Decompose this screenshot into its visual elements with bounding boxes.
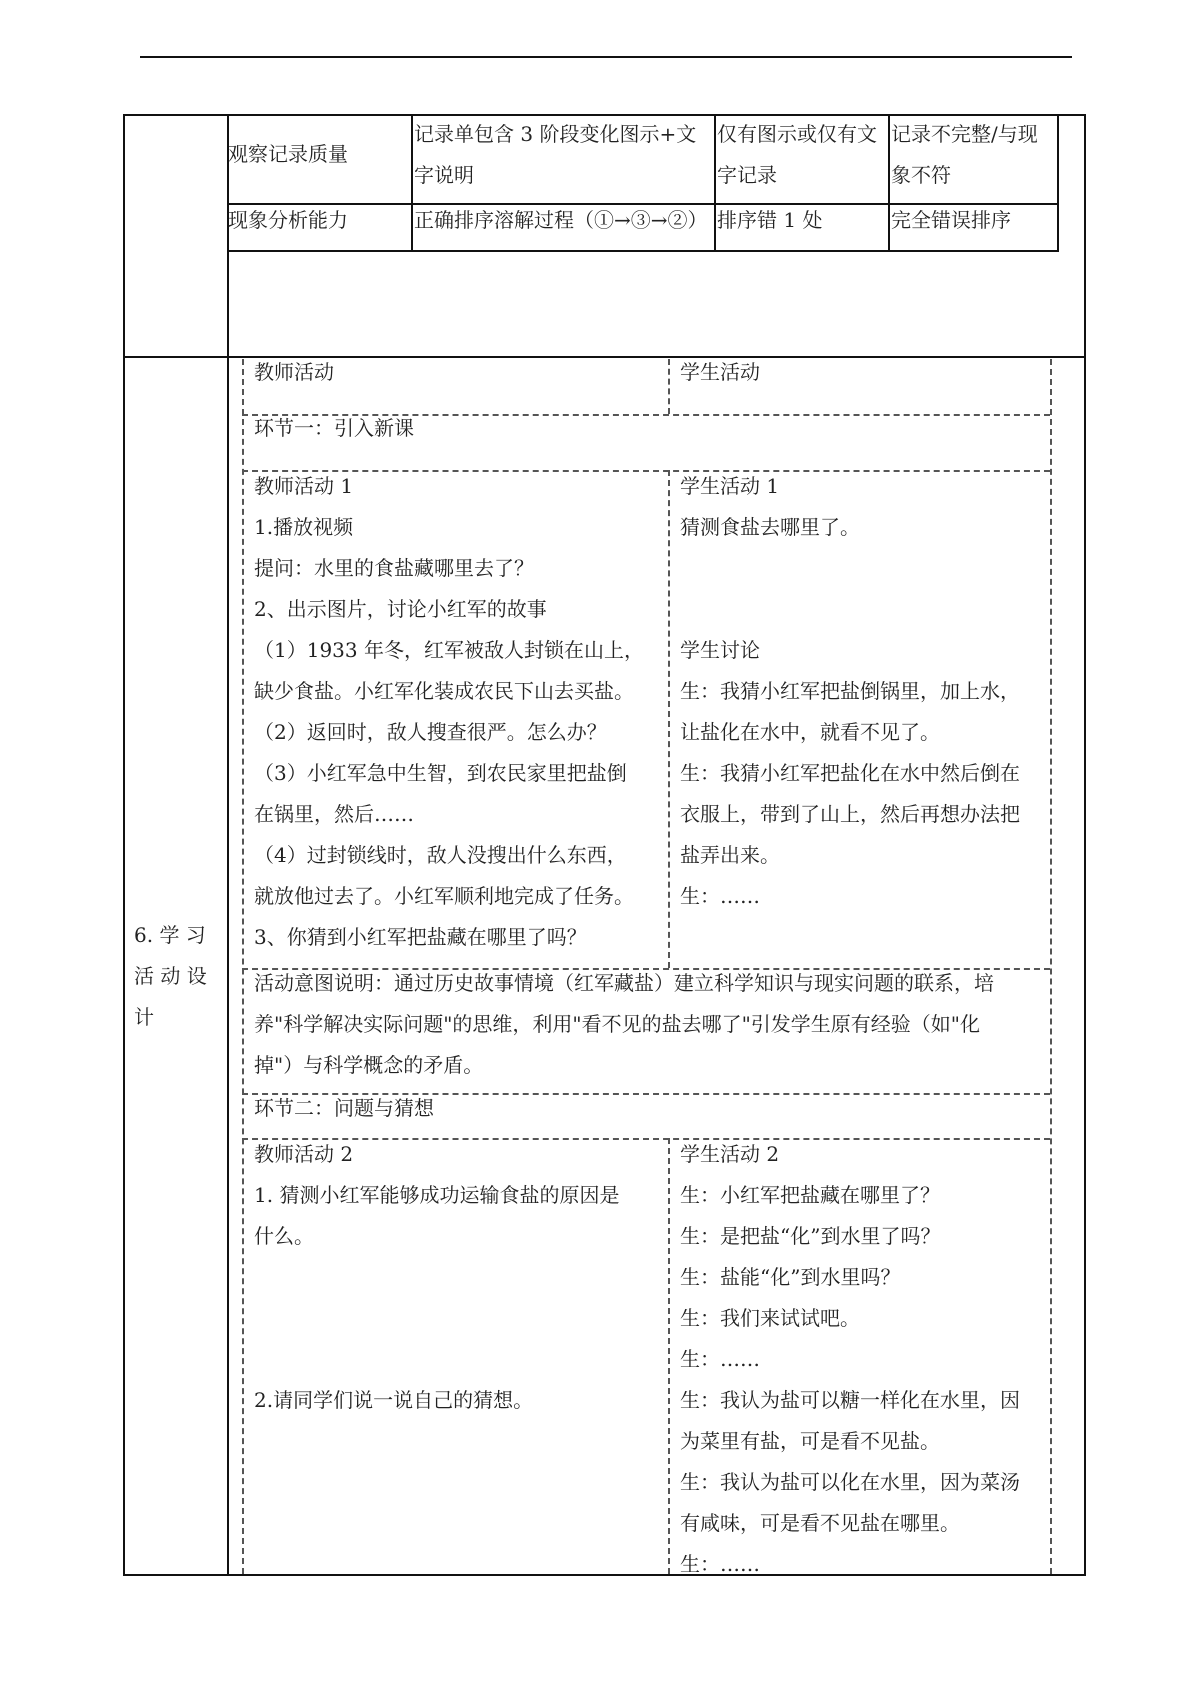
student-activity-line: 生：我猜小红军把盐化在水中然后倒在 xyxy=(680,761,1020,785)
teacher-activity-line: （1）1933 年冬，红军被敌人封锁在山上， xyxy=(254,638,644,662)
student-activity-line: 生：…… xyxy=(680,1347,760,1371)
student-activity-line: 生：我猜小红军把盐倒锅里，加上水， xyxy=(680,679,1020,703)
student-activity-line xyxy=(680,548,1020,589)
stage2-title: 环节二：问题与猜想 xyxy=(254,1096,434,1120)
teacher-activity-header: 教师活动 xyxy=(254,360,334,384)
student-activity-line: 盐弄出来。 xyxy=(680,843,780,867)
teacher-activity-line xyxy=(254,1339,619,1380)
eval-cell-line: 记录单包含 3 阶段变化图示+文 xyxy=(414,122,697,146)
activity-col-divider xyxy=(668,470,670,968)
intent-line: 掉"）与科学概念的矛盾。 xyxy=(254,1053,484,1077)
teacher-activity-line: 1. 猜测小红军能够成功运输食盐的原因是 xyxy=(254,1183,620,1207)
intent-line: 活动意图说明：通过历史故事情境（红军藏盐）建立科学知识与现实问题的联系，培 xyxy=(254,971,994,995)
student-activity-line: 学生活动 1 xyxy=(680,474,780,498)
stage1-title: 环节一：引入新课 xyxy=(254,416,414,440)
section-label-line: 计 xyxy=(134,1005,154,1029)
student-activity-header: 学生活动 xyxy=(680,360,760,384)
activity-grid-right xyxy=(1050,359,1052,1574)
teacher-activity-line: 教师活动 2 xyxy=(254,1142,354,1166)
student-activity-line: 衣服上，带到了山上，然后再想办法把 xyxy=(680,802,1020,826)
teacher-activity-line: 教师活动 1 xyxy=(254,474,354,498)
eval-level1-cell xyxy=(414,114,696,196)
eval-level3-cell xyxy=(891,114,1038,196)
eval-cell-line: 字记录 xyxy=(717,163,777,187)
section-label-line: 活 动 设 xyxy=(134,964,207,988)
intent-line: 养"科学解决实际问题"的思维，利用"看不见的盐去哪了"引发学生原有经验（如"化 xyxy=(254,1012,980,1036)
teacher-activity-line: 在锅里，然后…… xyxy=(254,802,414,826)
header-rule xyxy=(140,56,1072,58)
student-activity-line xyxy=(680,589,1020,630)
eval-cell-line: 仅有图示或仅有文 xyxy=(717,122,877,146)
eval-col-divider-1 xyxy=(411,114,413,252)
section-label xyxy=(134,914,207,1037)
outer-border-right xyxy=(1084,114,1086,1576)
eval-level2-cell xyxy=(717,114,877,196)
student-activity-line: 生：我认为盐可以化在水里，因为菜汤 xyxy=(680,1470,1020,1494)
teacher-activity-line: 缺少食盐。小红军化装成农民下山去买盐。 xyxy=(254,679,634,703)
teacher-activity-line: 2、出示图片，讨论小红军的故事 xyxy=(254,597,547,621)
teacher-activity-line: 3、你猜到小红军把盐藏在哪里了吗？ xyxy=(254,925,587,949)
student-activity-line: 为菜里有盐，可是看不见盐。 xyxy=(680,1429,940,1453)
activity-grid-left xyxy=(242,359,244,1574)
eval-cell-line: 记录不完整/与现 xyxy=(891,122,1038,146)
activity-col-divider xyxy=(668,359,670,414)
eval-col-divider-2 xyxy=(714,114,716,252)
student-activity-line: 生：我们来试试吧。 xyxy=(680,1306,860,1330)
student-activity-line: 生：是把盐“化”到水里了吗？ xyxy=(680,1224,941,1248)
eval-cell-line: 字说明 xyxy=(414,163,474,187)
student-activity-line: 猜测食盐去哪里了。 xyxy=(680,515,860,539)
teacher-activity-line: （2）返回时，敌人搜查很严。怎么办？ xyxy=(254,720,607,744)
student-activity-line: 生：…… xyxy=(680,1552,760,1576)
teacher-activity-line xyxy=(254,1298,619,1339)
eval-cell-line: 象不符 xyxy=(891,163,951,187)
teacher-activity-line xyxy=(254,1257,619,1298)
eval-level2-cell: 排序错 1 处 xyxy=(717,208,823,232)
student-activity-line: 让盐化在水中，就看不见了。 xyxy=(680,720,940,744)
outer-border-left xyxy=(123,114,125,1576)
teacher-activity-line: 2.请同学们说一说自己的猜想。 xyxy=(254,1388,534,1412)
teacher-activity-line: 1.播放视频 xyxy=(254,515,354,539)
eval-level3-cell: 完全错误排序 xyxy=(891,208,1011,232)
teacher-activity-line: 就放他过去了。小红军顺利地完成了任务。 xyxy=(254,884,634,908)
student-activity-line: 生：小红军把盐藏在哪里了？ xyxy=(680,1183,940,1207)
stage1-teacher-activity xyxy=(254,466,644,958)
student-activity-line: 有咸味，可是看不见盐在哪里。 xyxy=(680,1511,960,1535)
student-activity-line: 生：盐能“化”到水里吗？ xyxy=(680,1265,901,1289)
stage1-student-activity xyxy=(680,466,1020,917)
eval-col-divider-3 xyxy=(888,114,890,252)
eval-table-bottom xyxy=(227,250,1059,252)
stage2-student-activity xyxy=(680,1134,1020,1585)
section-label-line: 6. 学 习 xyxy=(134,923,206,947)
eval-level1-cell: 正确排序溶解过程（①→③→②） xyxy=(414,208,708,232)
teacher-activity-line: 提问：水里的食盐藏哪里去了？ xyxy=(254,556,534,580)
student-activity-line: 生：…… xyxy=(680,884,760,908)
stage2-teacher-activity xyxy=(254,1134,619,1421)
student-activity-line: 学生活动 2 xyxy=(680,1142,780,1166)
activity-col-divider xyxy=(668,1138,670,1574)
eval-criterion: 现象分析能力 xyxy=(228,208,348,232)
student-activity-line: 学生讨论 xyxy=(680,638,760,662)
label-column-divider xyxy=(227,114,229,1576)
eval-criterion: 观察记录质量 xyxy=(228,142,348,166)
eval-col-divider-4 xyxy=(1057,114,1059,252)
stage1-intent xyxy=(254,963,994,1086)
teacher-activity-line: 什么。 xyxy=(254,1224,314,1248)
student-activity-line: 生：我认为盐可以糖一样化在水里，因 xyxy=(680,1388,1020,1412)
teacher-activity-line: （3）小红军急中生智，到农民家里把盐倒 xyxy=(254,761,627,785)
teacher-activity-line: （4）过封锁线时，敌人没搜出什么东西， xyxy=(254,843,627,867)
